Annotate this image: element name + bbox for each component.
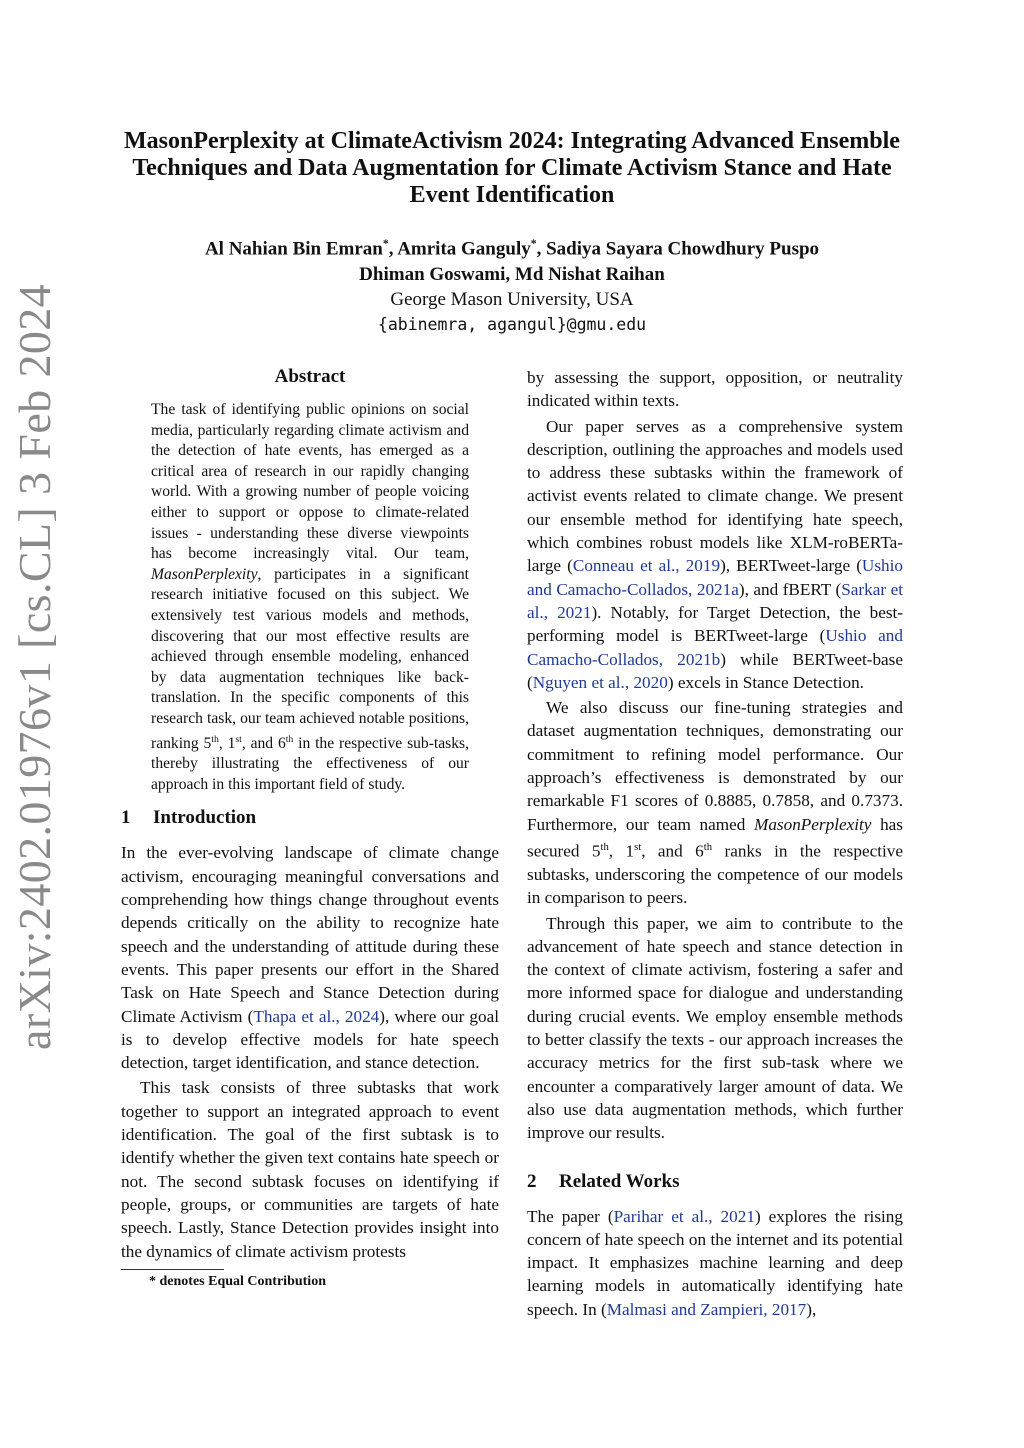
section-heading-related-works: 2 Related Works bbox=[527, 1170, 680, 1192]
author-name: Dhiman Goswami bbox=[359, 264, 506, 286]
intro-paragraph-2-continued: by assessing the support, opposition, or neutrality indicated within texts. bbox=[527, 368, 903, 411]
equal-contribution-mark: * bbox=[530, 237, 537, 250]
author-name: Amrita Ganguly bbox=[397, 238, 531, 260]
affiliation: George Mason University, USA bbox=[390, 289, 634, 311]
citation-link[interactable]: Ushio and Camacho-Collados, 2021a bbox=[527, 556, 903, 599]
right-column bbox=[527, 366, 903, 1321]
related-paragraph-1: The paper (Parihar et al., 2021) explores the rising concern of hate speech on the internet and its potential impact. It emphasizes machine learning and deep learning models in automatically identifying hate speech. In (Malmasi and Zampieri, 2017), bbox=[527, 1206, 903, 1319]
citation-link[interactable]: Sarkar et al., 2021 bbox=[527, 579, 903, 622]
intro-paragraph-3: Our paper serves as a comprehensive system description, outlining the approaches and models used to address these subtasks within the framework of activist events related to climate change. We present our ensemble method for identifying hate speech, which combines robust models like XLM-roBERTa-large (Conneau et al., 2019), BERTweet-large (Ushio and Camacho-Collados, 2021a), and fBERT (Sarkar et al., 2021). Notably, for Target Detection, the best-performing model is BERTweet-large (Ushio and Camacho-Collados, 2021b) while BERTweet-base (Nguyen et al., 2020) excels in Stance Detection. bbox=[527, 416, 904, 692]
abstract-paragraph: The task of identifying public opinions on social media, particularly regarding climate activism and the detection of hate events, has emerged as a critical area of research in our rapidly changing world. With a growing number of people voicing either to support or oppose to climate-related issues - understanding these diverse viewpoints has become increasingly vital. Our team, MasonPerplexity, participates in a significant research initiative focused on this subject. We extensively test various models and methods, discovering that our most effective results are achieved through ensemble modeling, enhanced by data augmentation techniques like back-translation. In the specific components of this research task, our team achieved notable positions, ranking 5th, 1st, and 6th in the respective sub-tasks, thereby illustrating the effectiveness of our approach in this important field of study. bbox=[151, 401, 470, 793]
author-email: {abinemra, agangul}@gmu.edu bbox=[377, 315, 647, 335]
left-column bbox=[121, 366, 499, 1290]
team-name: MasonPerplexity bbox=[151, 565, 258, 583]
footnote: * denotes Equal Contribution bbox=[149, 1273, 326, 1289]
author-name: Sadiya Sayara Chowdhury Puspo bbox=[546, 238, 820, 260]
arxiv-stamp: arXiv:2402.01976v1 [cs.CL] 3 Feb 2024 bbox=[9, 283, 60, 1050]
author-line-2: Dhiman Goswami, Md Nishat Raihan bbox=[359, 264, 665, 286]
section-heading-introduction: 1 Introduction bbox=[121, 807, 257, 829]
abstract-heading: Abstract bbox=[274, 366, 346, 387]
equal-contribution-mark: * bbox=[382, 237, 389, 250]
intro-paragraph-1: In the ever-evolving landscape of climate change activism, encouraging meaningful conversations and comprehending how things change throughout events depends critically on the ability to recognize hate speech and the understanding of attitude during these events. This paper presents our effort in the Shared Task on Hate Speech and Stance Detection during Climate Activism (Thapa et al., 2024), where our goal is to develop effective models for hate speech detection, target identification, and stance detection. bbox=[121, 843, 499, 1073]
citation-link[interactable]: Nguyen et al., 2020 bbox=[532, 672, 668, 692]
paper-title: MasonPerplexity at ClimateActivism 2024: Integrating Advanced Ensemble Techniques and Data Augmentation for Climate Activism Stance and Hate Event Identification bbox=[124, 128, 900, 208]
citation-link[interactable]: Thapa et al., 2024 bbox=[253, 1006, 380, 1026]
author-name: Al Nahian Bin Emran bbox=[204, 238, 383, 260]
intro-paragraph-2: This task consists of three subtasks that work together to support an integrated approach to event identification. The goal of the first subtask is to identify whether the given text contains hate speech or not. The second subtask focuses on identifying if people, groups, or communities are targets of hate speech. Lastly, Stance Detection provides insight into the dynamics of climate activism protests bbox=[121, 1078, 499, 1261]
footnote-rule bbox=[121, 1269, 224, 1270]
paper-header bbox=[100, 128, 924, 338]
intro-paragraph-4: We also discuss our fine-tuning strategies and dataset augmentation techniques, demonstrating our commitment to refining model performance. Our approach’s effectiveness is demonstrated by our remarkable F1 scores of 0.8885, 0.7858, and 0.7373. Furthermore, our team named MasonPerplexity has secured 5th, 1st, and 6th ranks in the respective subtasks, underscoring the competence of our models in comparison to peers. bbox=[527, 698, 903, 908]
author-list bbox=[100, 231, 924, 338]
citation-link[interactable]: Conneau et al., 2019 bbox=[572, 556, 721, 576]
citation-link[interactable]: Malmasi and Zampieri, 2017 bbox=[606, 1299, 807, 1319]
team-name: MasonPerplexity bbox=[754, 814, 872, 834]
author-name: Md Nishat Raihan bbox=[514, 264, 665, 286]
intro-paragraph-5: Through this paper, we aim to contribute to the advancement of hate speech and stance detection in the context of climate activism, fostering a safer and more informed space for dialogue and understanding during crucial events. We employ ensemble methods to better classify the texts - our approach increases the accuracy metrics for the first sub-task where we encounter a comparatively larger amount of data. We also use data augmentation methods, which further improve our results. bbox=[527, 913, 903, 1143]
citation-link[interactable]: Ushio and Camacho-Collados, 2021b bbox=[527, 626, 903, 669]
author-line-1: Al Nahian Bin Emran*, Amrita Ganguly*, Sadiya Sayara Chowdhury Puspo bbox=[204, 237, 820, 260]
citation-link[interactable]: Parihar et al., 2021 bbox=[613, 1206, 755, 1226]
abstract-body bbox=[151, 400, 469, 795]
